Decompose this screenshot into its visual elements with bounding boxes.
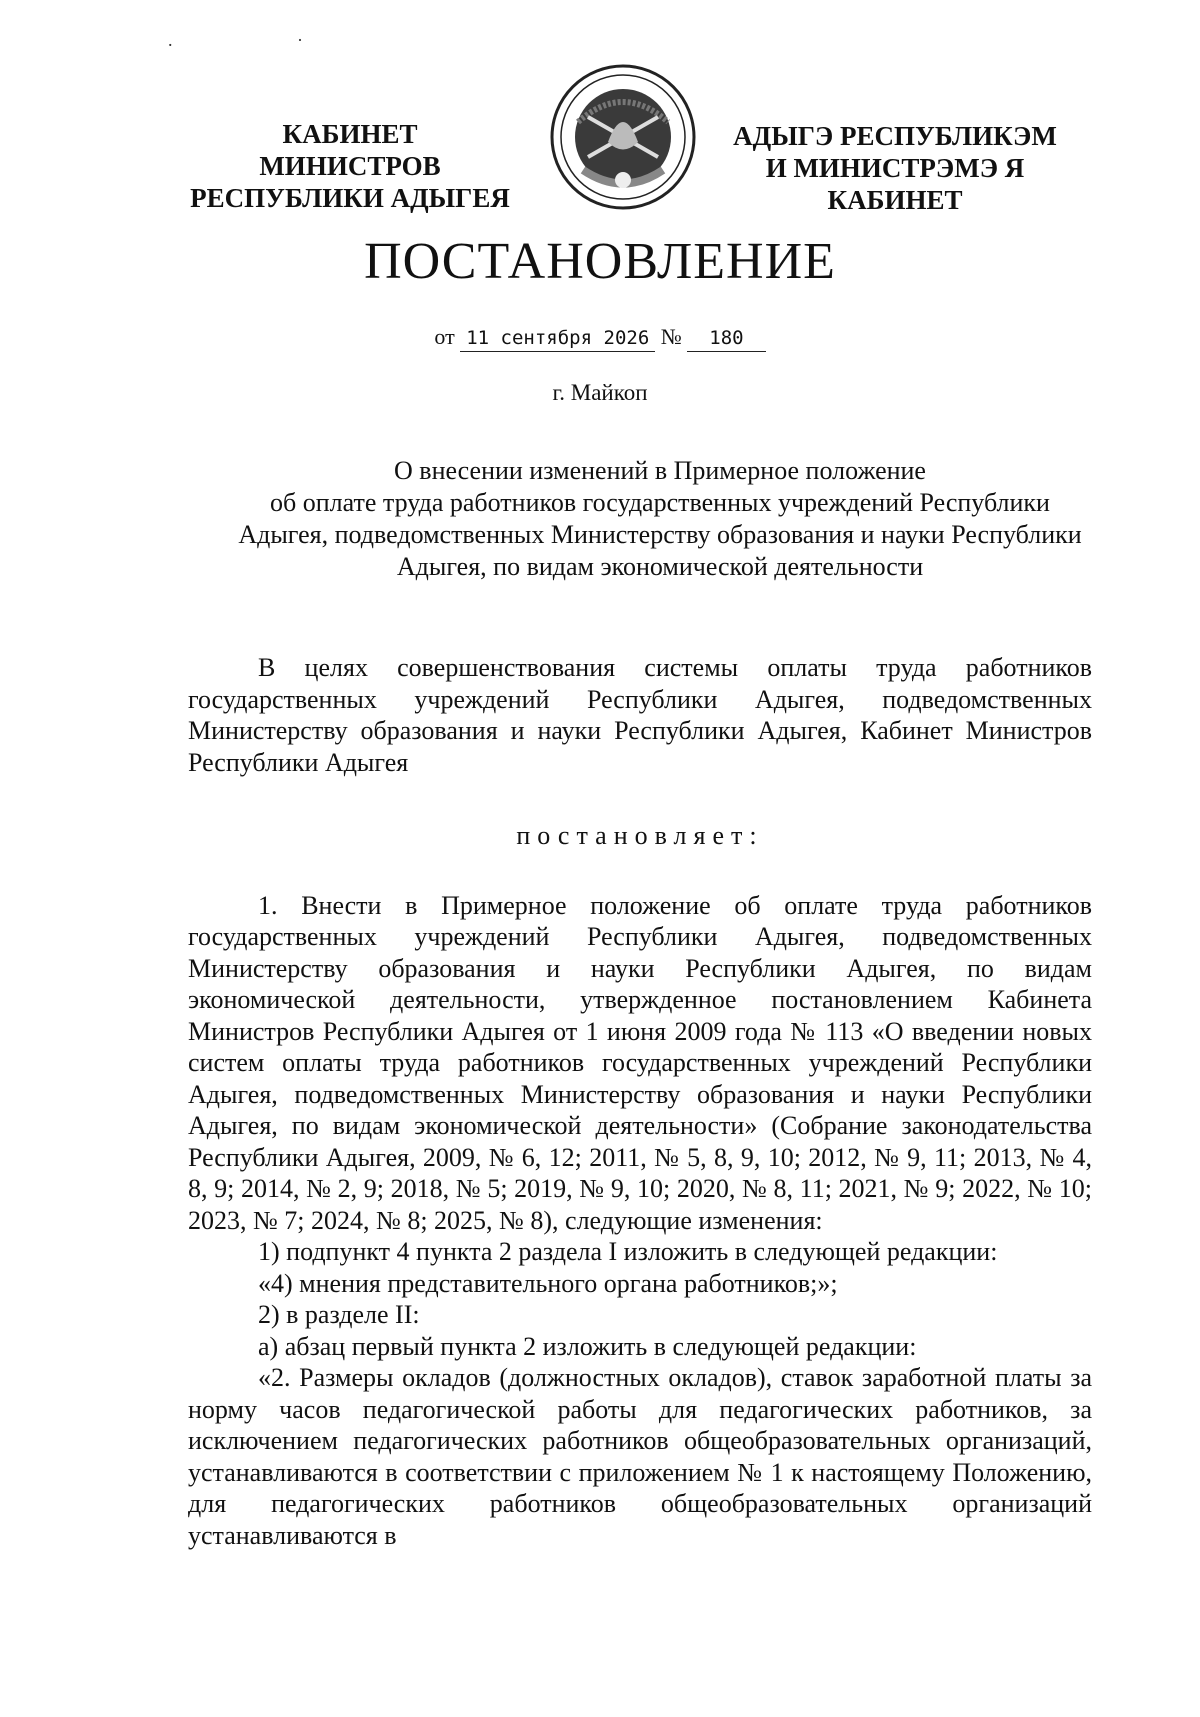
preamble-paragraph: В целях совершенствования системы оплаты труда работников государственных учреждений Республики Адыгея, подведомственных Министерству образования и науки Республики Адыгея, Кабинет Министров Республики Адыгея	[188, 653, 1092, 777]
document-subject	[180, 455, 1140, 583]
issuer-adyghe	[695, 120, 1095, 216]
issuer-russian-line1: КАБИНЕТ МИНИСТРОВ	[259, 119, 441, 181]
document-date: 11 сентября 2026	[460, 325, 655, 352]
item-1-paragraph: 1. Внести в Примерное положение об оплате труда работников государственных учреждений Республики Адыгея, подведомственных Министерству образования и науки Республики Адыгея, по видам экономической деятельности, утвержденное постановлением Кабинета Министров Республики Адыгея от 1 июня 2009 года № 113 «О введении новых систем оплаты труда работников государственных учреждений Республики Адыгея, подведомственных Министерству образования и науки Республики Адыгея, по видам экономической деятельности» (Собрание законодательства Республики Адыгея, 2009, № 6, 12; 2011, № 5, 8, 9, 10; 2012, № 9, 11; 2013, № 4, 8, 9; 2014, № 2, 9; 2018, № 5; 2019, № 9, 10; 2020, № 8, 11; 2021, № 9; 2022, № 10; 2023, № 7; 2024, № 8; 2025, № 8), следующие изменения:	[188, 890, 1092, 1235]
document-body	[188, 652, 1092, 1551]
subitem-2a: а) абзац первый пункта 2 изложить в следующей редакции:	[258, 1331, 917, 1361]
coat-of-arms-icon	[548, 62, 698, 212]
document-header	[190, 62, 1090, 215]
date-number-line	[0, 322, 1200, 352]
document-title: ПОСТАНОВЛЕНИЕ	[364, 233, 836, 290]
issuer-russian-line2: РЕСПУБЛИКИ АДЫГЕЯ	[190, 183, 510, 213]
subject-line1: О внесении изменений в Примерное положение	[394, 456, 926, 485]
issuer-russian	[190, 118, 510, 214]
subject-line3: Адыгея, подведомственных Министерству образования и науки Республики	[238, 520, 1082, 549]
subitem-1: 1) подпункт 4 пункта 2 раздела I изложить в следующей редакции:	[258, 1237, 998, 1266]
number-sign: №	[660, 324, 682, 349]
issuer-adyghe-line2: И МИНИСТРЭМЭ Я КАБИНЕТ	[765, 153, 1025, 215]
subitem-2: 2) в разделе II:	[258, 1300, 420, 1329]
subitem-1-quote: «4) мнения представительного органа работников;»;	[258, 1268, 838, 1298]
resolves-word: постановляет:	[516, 821, 764, 850]
document-number: 180	[687, 325, 765, 352]
scan-specks: . ·	[168, 30, 363, 50]
subitem-2a-quote: «2. Размеры окладов (должностных окладов), ставок заработной платы за норму часов педагогической работы для педагогических работников, за исключением педагогических работников общеобразовательных организаций, устанавливаются в соответствии с приложением № 1 к настоящему Положению, для педагогических работников общеобразовательных организаций устанавливаются в	[188, 1363, 1092, 1550]
city: г. Майкоп	[552, 380, 648, 405]
issuer-adyghe-line1: АДЫГЭ РЕСПУБЛИКЭМ	[733, 121, 1057, 151]
subject-line2: об оплате труда работников государственных учреждений Республики	[270, 488, 1050, 517]
subject-line4: Адыгея, по видам экономической деятельности	[396, 552, 924, 581]
date-prefix: от	[434, 324, 455, 349]
